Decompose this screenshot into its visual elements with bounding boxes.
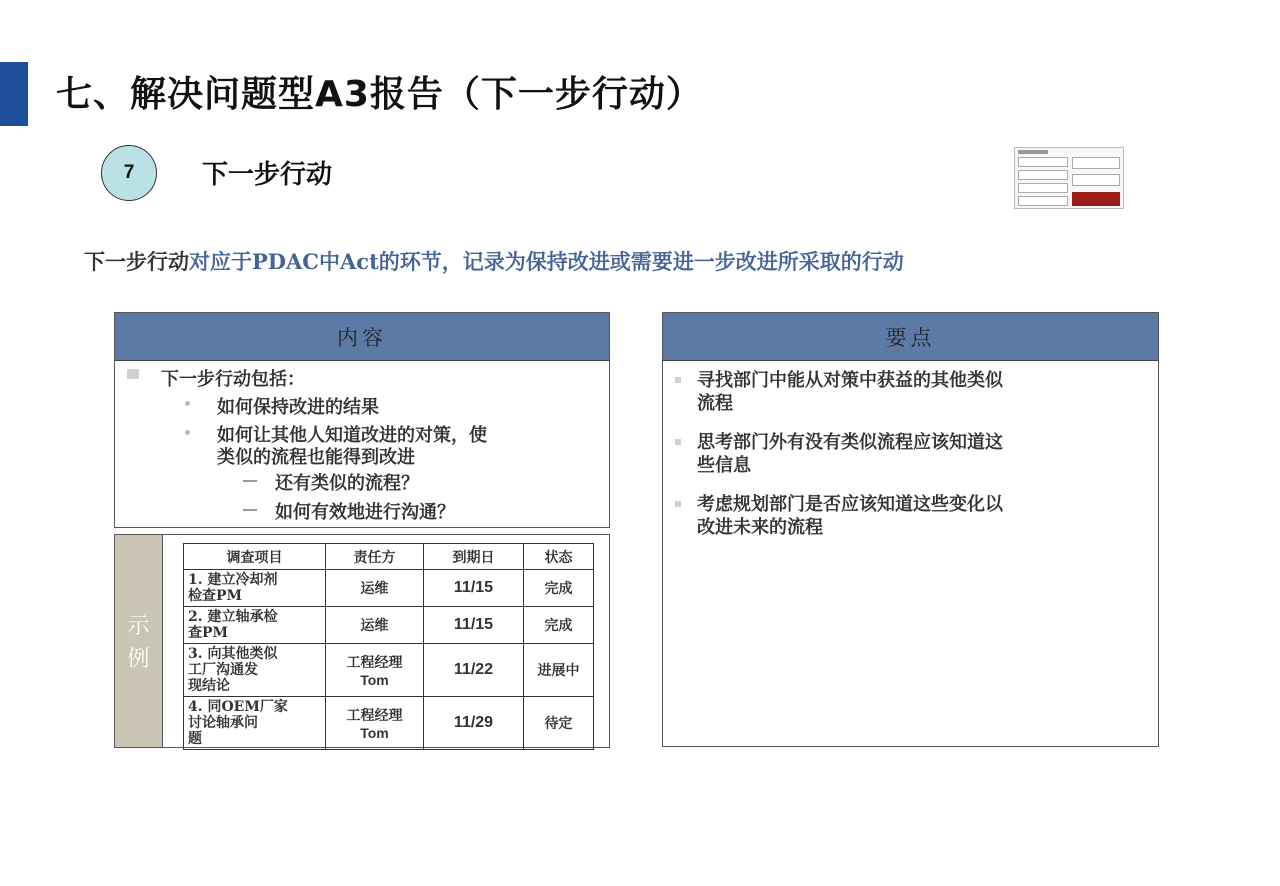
- table-cell-due: 11/15: [424, 607, 524, 644]
- keypoints-panel: [662, 312, 1159, 747]
- content-panel: [114, 312, 610, 528]
- table-header-cell: 责任方: [326, 544, 424, 570]
- content-sub-item: 如何保持改进的结果: [217, 397, 379, 418]
- table-cell-owner: 运维: [326, 607, 424, 644]
- intro-highlight: 下一步行动: [84, 249, 189, 274]
- keypoint-item: 寻找部门中能从对策中获益的其他类似 流程: [697, 370, 1003, 414]
- table-cell-due: 11/15: [424, 570, 524, 607]
- table-cell-status: 待定: [524, 697, 594, 750]
- square-bullet-icon: [127, 369, 139, 379]
- table-cell-item: 3. 向其他类似 工厂沟通发 现结论: [184, 644, 326, 697]
- table-header-cell: 到期日: [424, 544, 524, 570]
- table-cell-item: 1. 建立冷却剂 检查PM: [184, 570, 326, 607]
- table-cell-owner: 工程经理 Tom: [326, 644, 424, 697]
- bullet-dot-icon: [185, 430, 190, 435]
- keypoints-panel-header: 要点: [663, 313, 1158, 361]
- step-title: 下一步行动: [202, 160, 333, 190]
- content-panel-header: 内容: [115, 313, 609, 361]
- example-side-char: 例: [127, 647, 150, 672]
- content-main-item: 下一步行动包括：: [161, 369, 305, 390]
- a3-report-thumbnail: [1014, 147, 1124, 209]
- table-cell-status: 完成: [524, 570, 594, 607]
- dash-bullet-icon: [243, 480, 257, 482]
- table-cell-owner: 运维: [326, 570, 424, 607]
- keypoint-item: 考虑规划部门是否应该知道这些变化以 改进未来的流程: [697, 494, 1003, 538]
- slide-title: 七、解决问题型A3报告（下一步行动）: [56, 74, 703, 115]
- example-side-char: 示: [127, 614, 150, 639]
- square-bullet-icon: [675, 501, 681, 507]
- table-cell-due: 11/22: [424, 644, 524, 697]
- keypoint-item: 思考部门外有没有类似流程应该知道这 些信息: [697, 432, 1003, 476]
- table-cell-owner: 工程经理 Tom: [326, 697, 424, 750]
- table-row: [184, 644, 594, 697]
- table-cell-status: 进展中: [524, 644, 594, 697]
- table-header-cell: 状态: [524, 544, 594, 570]
- step-number-badge: 7: [101, 145, 157, 201]
- dash-bullet-icon: [243, 509, 257, 511]
- square-bullet-icon: [675, 377, 681, 383]
- table-header-row: [184, 544, 594, 570]
- table-cell-item: 2. 建立轴承检 查PM: [184, 607, 326, 644]
- content-sub-item: 如何让其他人知道改进的对策，使: [217, 425, 487, 446]
- example-panel: [114, 534, 610, 748]
- table-cell-due: 11/29: [424, 697, 524, 750]
- table-row: [184, 607, 594, 644]
- title-accent-bar: [0, 62, 28, 126]
- example-table: [183, 543, 594, 750]
- content-sub-item-continuation: 类似的流程也能得到改进: [217, 447, 415, 468]
- table-row: [184, 570, 594, 607]
- intro-rest: 对应于PDAC中Act的环节，记录为保持改进或需要进一步改进所采取的行动: [189, 249, 904, 274]
- intro-sentence: [84, 246, 904, 276]
- example-side-label: [115, 535, 163, 747]
- content-sub-sub-item: 如何有效地进行沟通？: [275, 502, 455, 523]
- table-row: [184, 697, 594, 750]
- content-sub-sub-item: 还有类似的流程？: [275, 473, 419, 494]
- table-cell-status: 完成: [524, 607, 594, 644]
- table-header-cell: 调查项目: [184, 544, 326, 570]
- table-cell-item: 4. 同OEM厂家 讨论轴承问 题: [184, 697, 326, 750]
- square-bullet-icon: [675, 439, 681, 445]
- bullet-dot-icon: [185, 401, 190, 406]
